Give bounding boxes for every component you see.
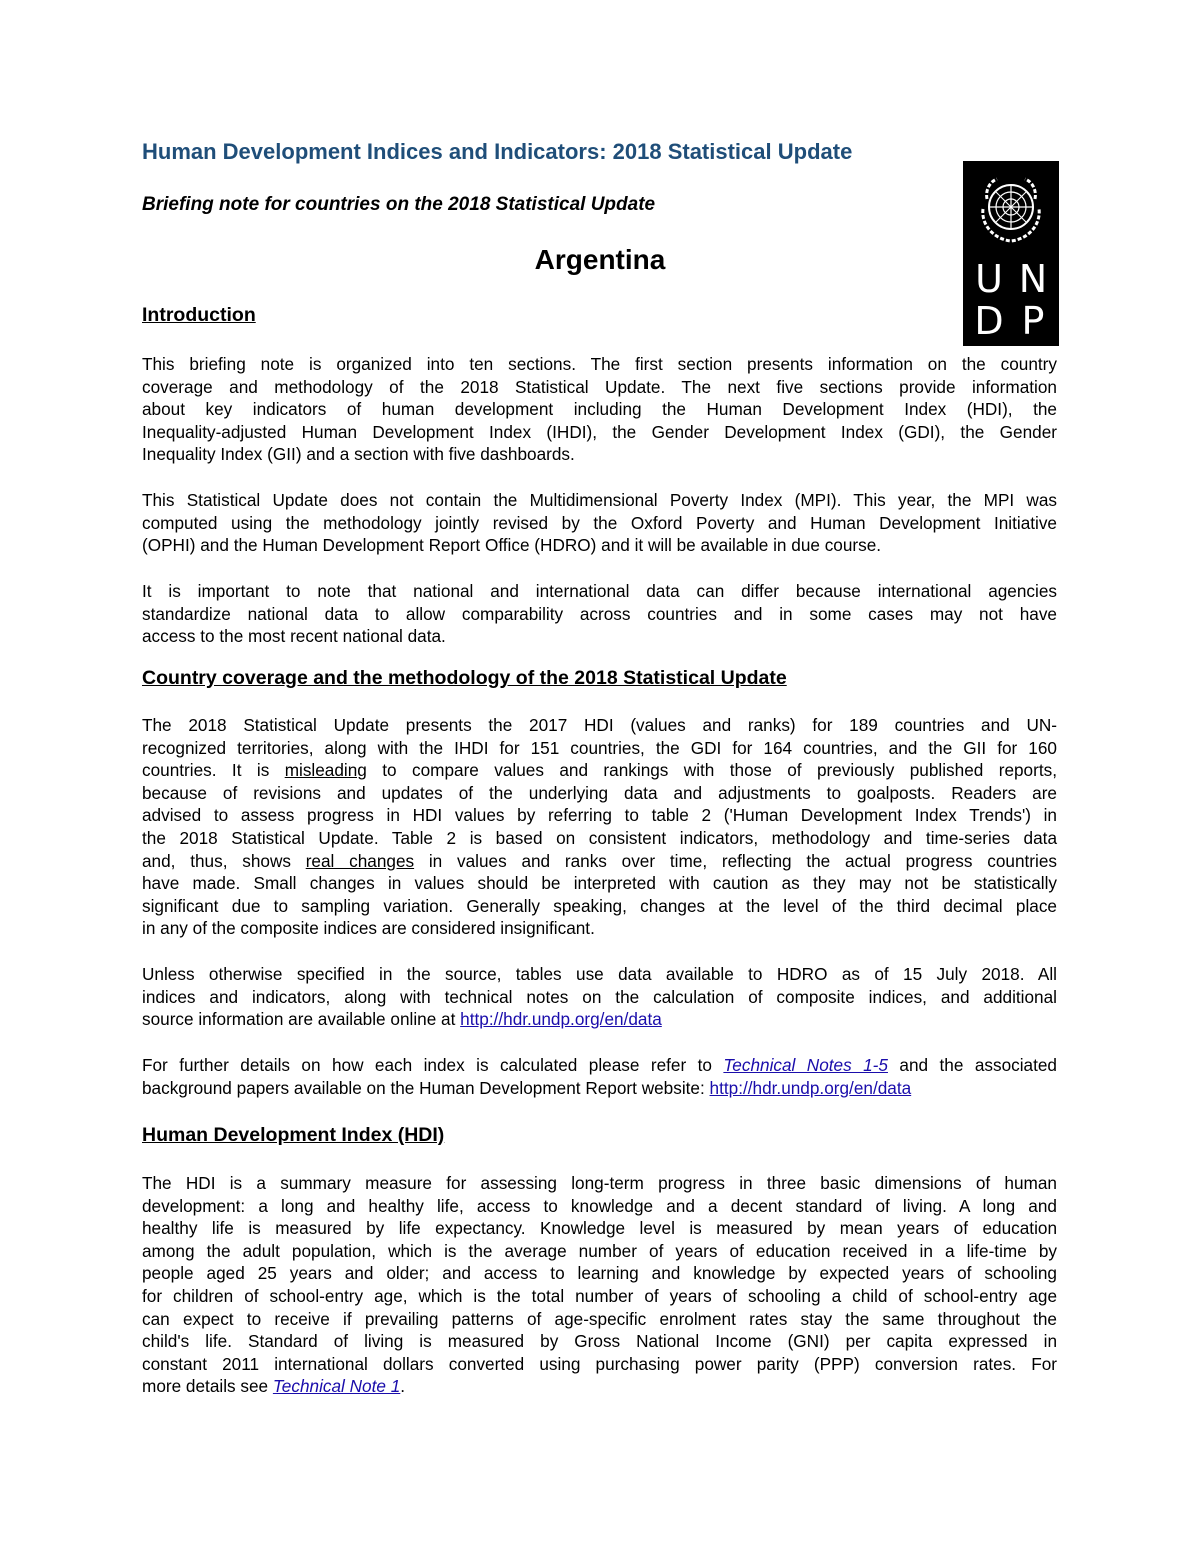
coverage-paragraph-2 xyxy=(142,963,1057,1031)
text-run: background papers available on the Human Development Report website: xyxy=(142,1077,710,1098)
text-line: recognized territories, along with the IHDI for 151 countries, the GDI for 164 countries, and the GII for 160 xyxy=(142,737,1057,758)
hdr-website-link[interactable]: http://hdr.undp.org/en/data xyxy=(709,1077,912,1098)
text-line: (OPHI) and the Human Development Report Office (HDRO) and it will be available in due course. xyxy=(142,535,882,556)
heading-hdi: Human Development Index (HDI) xyxy=(142,1124,445,1146)
coverage-paragraph-1 xyxy=(142,714,1057,940)
text-run: to compare values and rankings with those of previously published reports, xyxy=(366,760,1057,781)
text-line: constant 2011 international dollars converted using purchasing power parity (PPP) conversion rates. For xyxy=(142,1353,1057,1374)
text-run: countries. It is xyxy=(142,760,285,781)
text-line xyxy=(142,1375,1057,1398)
document-subtitle: Briefing note for countries on the 2018 Statistical Update xyxy=(142,194,656,215)
text-line: for children of school-entry age, which is the total number of years of schooling a child of school-entry age xyxy=(142,1285,1057,1306)
technical-note-1-link[interactable]: Technical Note 1 xyxy=(272,1376,401,1397)
text-line xyxy=(142,759,1057,782)
text-line: computed using the methodology jointly revised by the Oxford Poverty and Human Development Initiative xyxy=(142,512,1057,533)
text-line: about key indicators of human development including the Human Development Index (HDI), the xyxy=(142,399,1057,420)
emphasis-misleading: misleading xyxy=(284,760,367,781)
logo-letter-u: U xyxy=(975,257,1003,301)
text-line: access to the most recent national data. xyxy=(142,626,446,647)
text-line xyxy=(142,1054,1057,1077)
hdi-paragraph xyxy=(142,1172,1057,1398)
logo-letter-p: P xyxy=(1021,299,1045,343)
logo-letter-d: D xyxy=(974,299,1004,343)
text-line: The HDI is a summary measure for assessing long-term progress in three basic dimensions of human xyxy=(142,1173,1057,1193)
text-run: and, thus, shows xyxy=(142,850,306,871)
text-run: For further details on how each index is calculated please refer to xyxy=(142,1055,724,1075)
text-line: can expect to receive if prevailing patterns of age-specific enrolment rates stay the same throughout the xyxy=(142,1308,1057,1329)
text-line: This briefing note is organized into ten sections. The first section presents information on the country xyxy=(142,354,1057,374)
text-line: in any of the composite indices are considered insignificant. xyxy=(142,918,595,939)
coverage-paragraph-3 xyxy=(142,1054,1057,1099)
text-line: Unless otherwise specified in the source, tables use data available to HDRO as of 15 July 2018. All xyxy=(142,964,1057,984)
intro-paragraph-2 xyxy=(142,489,1057,557)
technical-notes-link[interactable]: Technical Notes 1-5 xyxy=(723,1055,888,1075)
text-line: coverage and methodology of the 2018 Statistical Update. The next five sections provide information xyxy=(142,376,1057,397)
text-line: standardize national data to allow comparability across countries and in some cases may not have xyxy=(142,603,1057,624)
text-run: and the associated xyxy=(887,1055,1057,1075)
text-line xyxy=(142,850,1057,873)
text-line: indices and indicators, along with technical notes on the calculation of composite indices, and additional xyxy=(142,986,1057,1007)
text-line: This Statistical Update does not contain the Multidimensional Poverty Index (MPI). This year, the MPI was xyxy=(142,490,1057,510)
text-line: advised to assess progress in HDI values by referring to table 2 ('Human Development Index Trends') in xyxy=(142,805,1057,826)
text-line: because of revisions and updates of the underlying data and adjustments to goalposts. Readers are xyxy=(142,782,1057,803)
undp-logo xyxy=(963,161,1059,346)
document-title: Human Development Indices and Indicators: 2018 Statistical Update xyxy=(142,139,853,164)
text-line: have made. Small changes in values should be interpreted with caution as they may not be statistically xyxy=(142,873,1057,894)
emphasis-real-changes: real changes xyxy=(305,850,415,871)
text-line: significant due to sampling variation. Generally speaking, changes at the level of the third decimal place xyxy=(142,895,1057,916)
text-line: It is important to note that national and international data can differ because international agencies xyxy=(142,581,1057,601)
intro-paragraph-1 xyxy=(142,353,1057,466)
text-line: the 2018 Statistical Update. Table 2 is based on consistent indicators, methodology and time-series data xyxy=(142,827,1057,848)
intro-paragraph-3 xyxy=(142,580,1057,648)
un-emblem-icon xyxy=(971,169,1051,249)
text-line: The 2018 Statistical Update presents the 2017 HDI (values and ranks) for 189 countries and UN- xyxy=(142,715,1057,735)
hdr-data-link[interactable]: http://hdr.undp.org/en/data xyxy=(460,1009,662,1030)
text-line: Inequality Index (GII) and a section with five dashboards. xyxy=(142,444,575,465)
text-run: more details see xyxy=(142,1376,273,1397)
text-run: in values and ranks over time, reflecting the actual progress countries xyxy=(414,850,1057,871)
text-line xyxy=(142,1008,1057,1031)
text-line xyxy=(142,1077,1057,1100)
heading-introduction: Introduction xyxy=(142,304,256,326)
text-run: source information are available online at xyxy=(142,1009,461,1030)
text-run: . xyxy=(400,1376,406,1397)
country-name: Argentina xyxy=(534,244,666,275)
text-line: healthy life is measured by life expectancy. Knowledge level is measured by mean years of education xyxy=(142,1218,1057,1239)
logo-letter-n: N xyxy=(1018,257,1048,301)
heading-country-coverage: Country coverage and the methodology of the 2018 Statistical Update xyxy=(142,667,787,689)
text-line: child's life. Standard of living is measured by Gross National Income (GNI) per capita expressed in xyxy=(142,1331,1057,1352)
text-line: Inequality-adjusted Human Development Index (IHDI), the Gender Development Index (GDI), the Gender xyxy=(142,421,1057,442)
text-line: people aged 25 years and older; and access to learning and knowledge by expected years of schooling xyxy=(142,1263,1057,1284)
text-line: development: a long and healthy life, access to knowledge and a decent standard of living. A long and xyxy=(142,1195,1057,1216)
text-line: among the adult population, which is the average number of years of education received in a life-time by xyxy=(142,1240,1057,1261)
